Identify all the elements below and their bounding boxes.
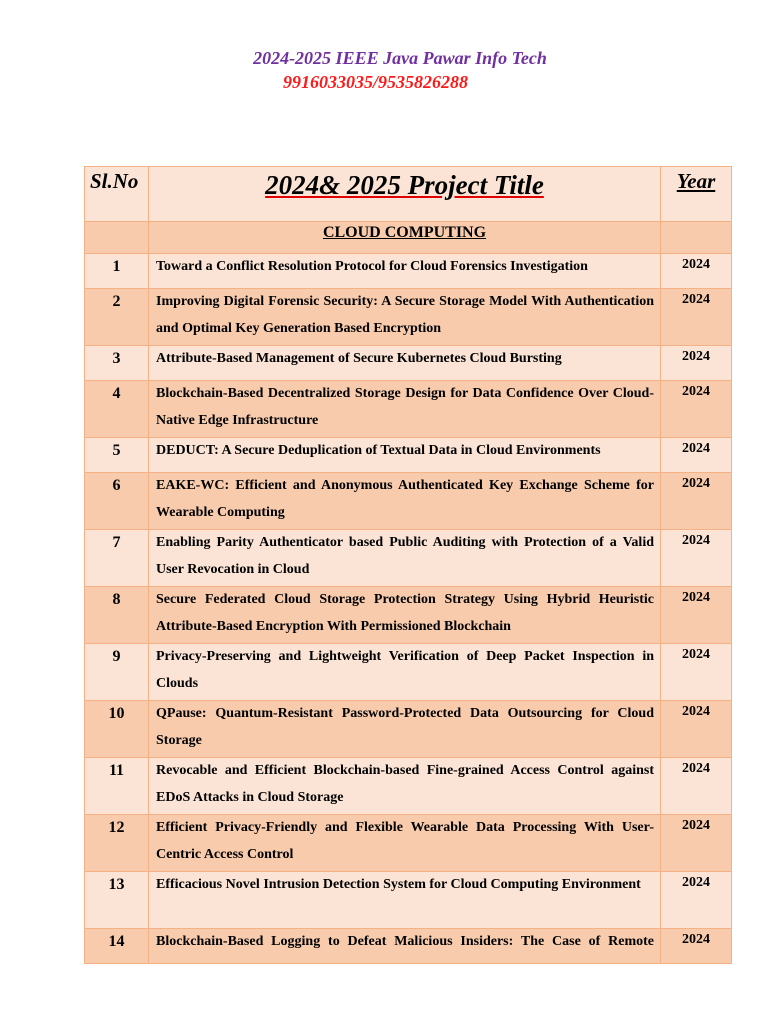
table-row <box>85 473 732 530</box>
table-row <box>85 644 732 701</box>
row-year: 2024 <box>661 473 732 530</box>
row-title: Privacy-Preserving and Lightweight Verification of Deep Packet Inspection in Clouds <box>149 644 661 701</box>
column-header-title <box>149 167 661 222</box>
column-header-year: Year <box>661 167 732 222</box>
table-row <box>85 254 732 289</box>
row-number: 4 <box>85 381 149 438</box>
table-row <box>85 587 732 644</box>
row-title: DEDUCT: A Secure Deduplication of Textual Data in Cloud Environments <box>149 438 661 473</box>
row-year: 2024 <box>661 289 732 346</box>
table-row <box>85 289 732 346</box>
row-year: 2024 <box>661 929 732 964</box>
table-row <box>85 530 732 587</box>
row-year: 2024 <box>661 872 732 929</box>
row-title: Revocable and Efficient Blockchain-based Fine-grained Access Control against EDoS Attacks in Cloud Storage <box>149 758 661 815</box>
column-header-title-text: 2024& 2025 Project Title <box>265 170 544 200</box>
row-number: 6 <box>85 473 149 530</box>
row-number: 5 <box>85 438 149 473</box>
row-year: 2024 <box>661 438 732 473</box>
row-year: 2024 <box>661 587 732 644</box>
row-number: 3 <box>85 346 149 381</box>
row-title: Efficient Privacy-Friendly and Flexible Wearable Data Processing With User-Centric Access Control <box>149 815 661 872</box>
section-heading: CLOUD COMPUTING <box>149 222 661 254</box>
row-number: 13 <box>85 872 149 929</box>
row-year: 2024 <box>661 530 732 587</box>
row-title: Toward a Conflict Resolution Protocol for Cloud Forensics Investigation <box>149 254 661 289</box>
row-title: Improving Digital Forensic Security: A Secure Storage Model With Authentication and Optimal Key Generation Based Encryption <box>149 289 661 346</box>
table-row <box>85 929 732 964</box>
row-year: 2024 <box>661 381 732 438</box>
row-year: 2024 <box>661 815 732 872</box>
row-title: QPause: Quantum-Resistant Password-Protected Data Outsourcing for Cloud Storage <box>149 701 661 758</box>
table-header-row <box>85 167 732 222</box>
row-number: 9 <box>85 644 149 701</box>
row-year: 2024 <box>661 346 732 381</box>
row-number: 10 <box>85 701 149 758</box>
section-blank-cell <box>85 222 149 254</box>
table-row <box>85 701 732 758</box>
row-title: EAKE-WC: Efficient and Anonymous Authenticated Key Exchange Scheme for Wearable Computing <box>149 473 661 530</box>
row-title: Attribute-Based Management of Secure Kubernetes Cloud Bursting <box>149 346 661 381</box>
section-blank-cell <box>661 222 732 254</box>
row-number: 1 <box>85 254 149 289</box>
section-row <box>85 222 732 254</box>
row-number: 8 <box>85 587 149 644</box>
table-row <box>85 381 732 438</box>
row-number: 7 <box>85 530 149 587</box>
header-title: 2024-2025 IEEE Java Pawar Info Tech <box>253 48 547 68</box>
row-title: Enabling Parity Authenticator based Public Auditing with Protection of a Valid User Revocation in Cloud <box>149 530 661 587</box>
row-number: 14 <box>85 929 149 964</box>
table-row <box>85 346 732 381</box>
row-title: Blockchain-Based Logging to Defeat Malicious Insiders: The Case of Remote <box>149 929 661 964</box>
table-row <box>85 872 732 929</box>
row-number: 2 <box>85 289 149 346</box>
column-header-slno: Sl.No <box>85 167 149 222</box>
row-number: 12 <box>85 815 149 872</box>
table-row <box>85 758 732 815</box>
table-row <box>85 438 732 473</box>
header-phone: 9916033035/9535826288 <box>283 72 469 92</box>
row-year: 2024 <box>661 644 732 701</box>
row-title: Efficacious Novel Intrusion Detection System for Cloud Computing Environment <box>149 872 661 929</box>
row-year: 2024 <box>661 758 732 815</box>
project-table <box>84 166 732 964</box>
row-number: 11 <box>85 758 149 815</box>
row-year: 2024 <box>661 254 732 289</box>
table-row <box>85 815 732 872</box>
row-title: Secure Federated Cloud Storage Protection Strategy Using Hybrid Heuristic Attribute-Based Encryption With Permissioned Blockchain <box>149 587 661 644</box>
row-year: 2024 <box>661 701 732 758</box>
row-title: Blockchain-Based Decentralized Storage Design for Data Confidence Over Cloud-Native Edge Infrastructure <box>149 381 661 438</box>
